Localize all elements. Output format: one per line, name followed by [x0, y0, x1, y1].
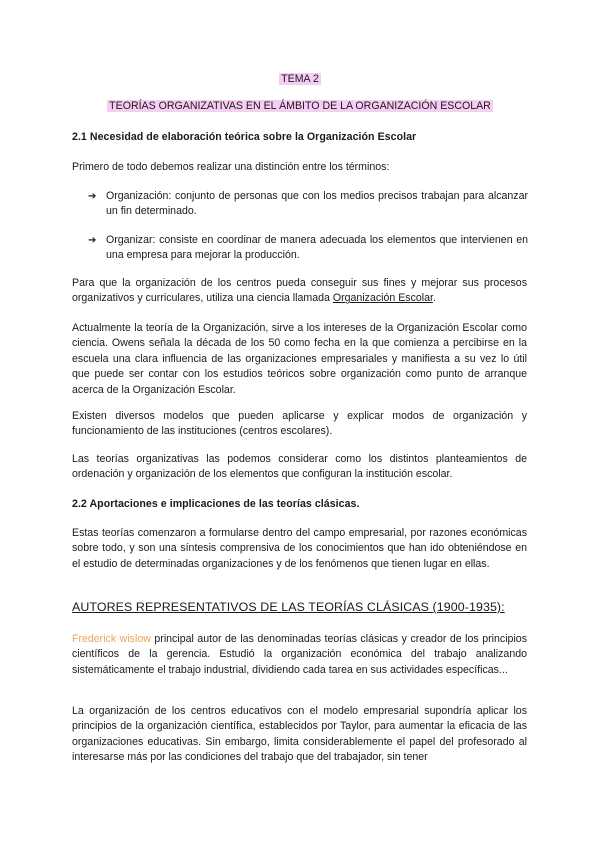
paragraph-centros: [72, 276, 527, 307]
paragraph-taylor: La organización de los centros educativos con el modelo empresarial supondría aplicar los principios de la organización científica, establecidos por Taylor, para aumentar la eficacia de las organizaciones educativas. Sin embargo, limita considerablemente el papel del profesorado al interesarse más por las condiciones del trabajo que del trabajador, sin tener: [72, 705, 527, 764]
section-2-1-heading: 2.1 Necesidad de elaboración teórica sobre la Organización Escolar: [72, 131, 417, 143]
paragraph-clasicas: Estas teorías comenzaron a formularse dentro del campo empresarial, por razones económicas sobre todo, y son una síntesis comprensiva de los conocimientos que han ido obteniéndose en el estudio de determinadas organizaciones y de los fenómenos que tienen lugar en ellas.: [72, 527, 527, 570]
author-description: principal autor de las denominadas teorías clásicas y creador de los principios científicos de la gerencia. Estudió la organización económica del trabajo analizando sistemáticamente el trabajo industrial, dividiendo cada tarea en sus actividades específicas...: [72, 633, 527, 676]
document-subtitle: [0, 99, 600, 114]
author-name: Frederick wislow: [72, 633, 151, 645]
section-2-1-intro: Primero de todo debemos realizar una distinción entre los términos:: [72, 161, 390, 173]
paragraph-frederick: [72, 632, 527, 678]
title-highlight: TEMA 2: [281, 73, 319, 85]
paragraph-owens: Actualmente la teoría de la Organización, sirve a los intereses de la Organización Escolar como ciencia. Owens señala la década de los 50 como fecha en la que comienza a percibirse en la escuela una clara influencia de las organizaciones empresariales y manifiesta a su vez lo útil que puede ser contar con los estudios teóricos sobre organización como punto de arranque acerca de la Organización Escolar.: [72, 322, 527, 396]
bullet-text: Organización: conjunto de personas que con los medios precisos trabajan para alcanzar un fin determinado.: [106, 190, 528, 218]
authors-heading: AUTORES REPRESENTATIVOS DE LAS TEORÍAS CLÁSICAS (1900-1935):: [72, 600, 505, 614]
paragraph-modelos: Existen diversos modelos que pueden aplicarse y explicar modos de organización y funcionamiento de las instituciones (centros escolares).: [72, 410, 527, 438]
bullet-text: Organizar: consiste en coordinar de manera adecuada los elementos que intervienen en una empresa para mejorar la producción.: [106, 234, 528, 262]
subtitle-highlight: TEORÍAS ORGANIZATIVAS EN EL ÁMBITO DE LA ORGANIZACIÓN ESCOLAR: [109, 100, 491, 112]
paragraph-end: .: [432, 292, 436, 305]
right-arrow-icon: ➔: [88, 235, 97, 246]
organizacion-escolar-term: Organización Escolar: [332, 292, 433, 305]
list-item: [88, 189, 528, 220]
list-item: [88, 233, 528, 264]
paragraph-text: Para que la organización de los centros pueda conseguir sus fines y mejorar sus procesos organizativos y curriculares, utiliza una ciencia llamada: [72, 277, 527, 305]
right-arrow-icon: ➔: [88, 191, 97, 202]
section-2-2-heading: 2.2 Aportaciones e implicaciones de las teorías clásicas.: [72, 498, 360, 510]
document-title: [0, 72, 600, 87]
paragraph-teorias: Las teorías organizativas las podemos considerar como los distintos planteamientos de ordenación y organización de los elementos que configuran la institución escolar.: [72, 453, 527, 481]
